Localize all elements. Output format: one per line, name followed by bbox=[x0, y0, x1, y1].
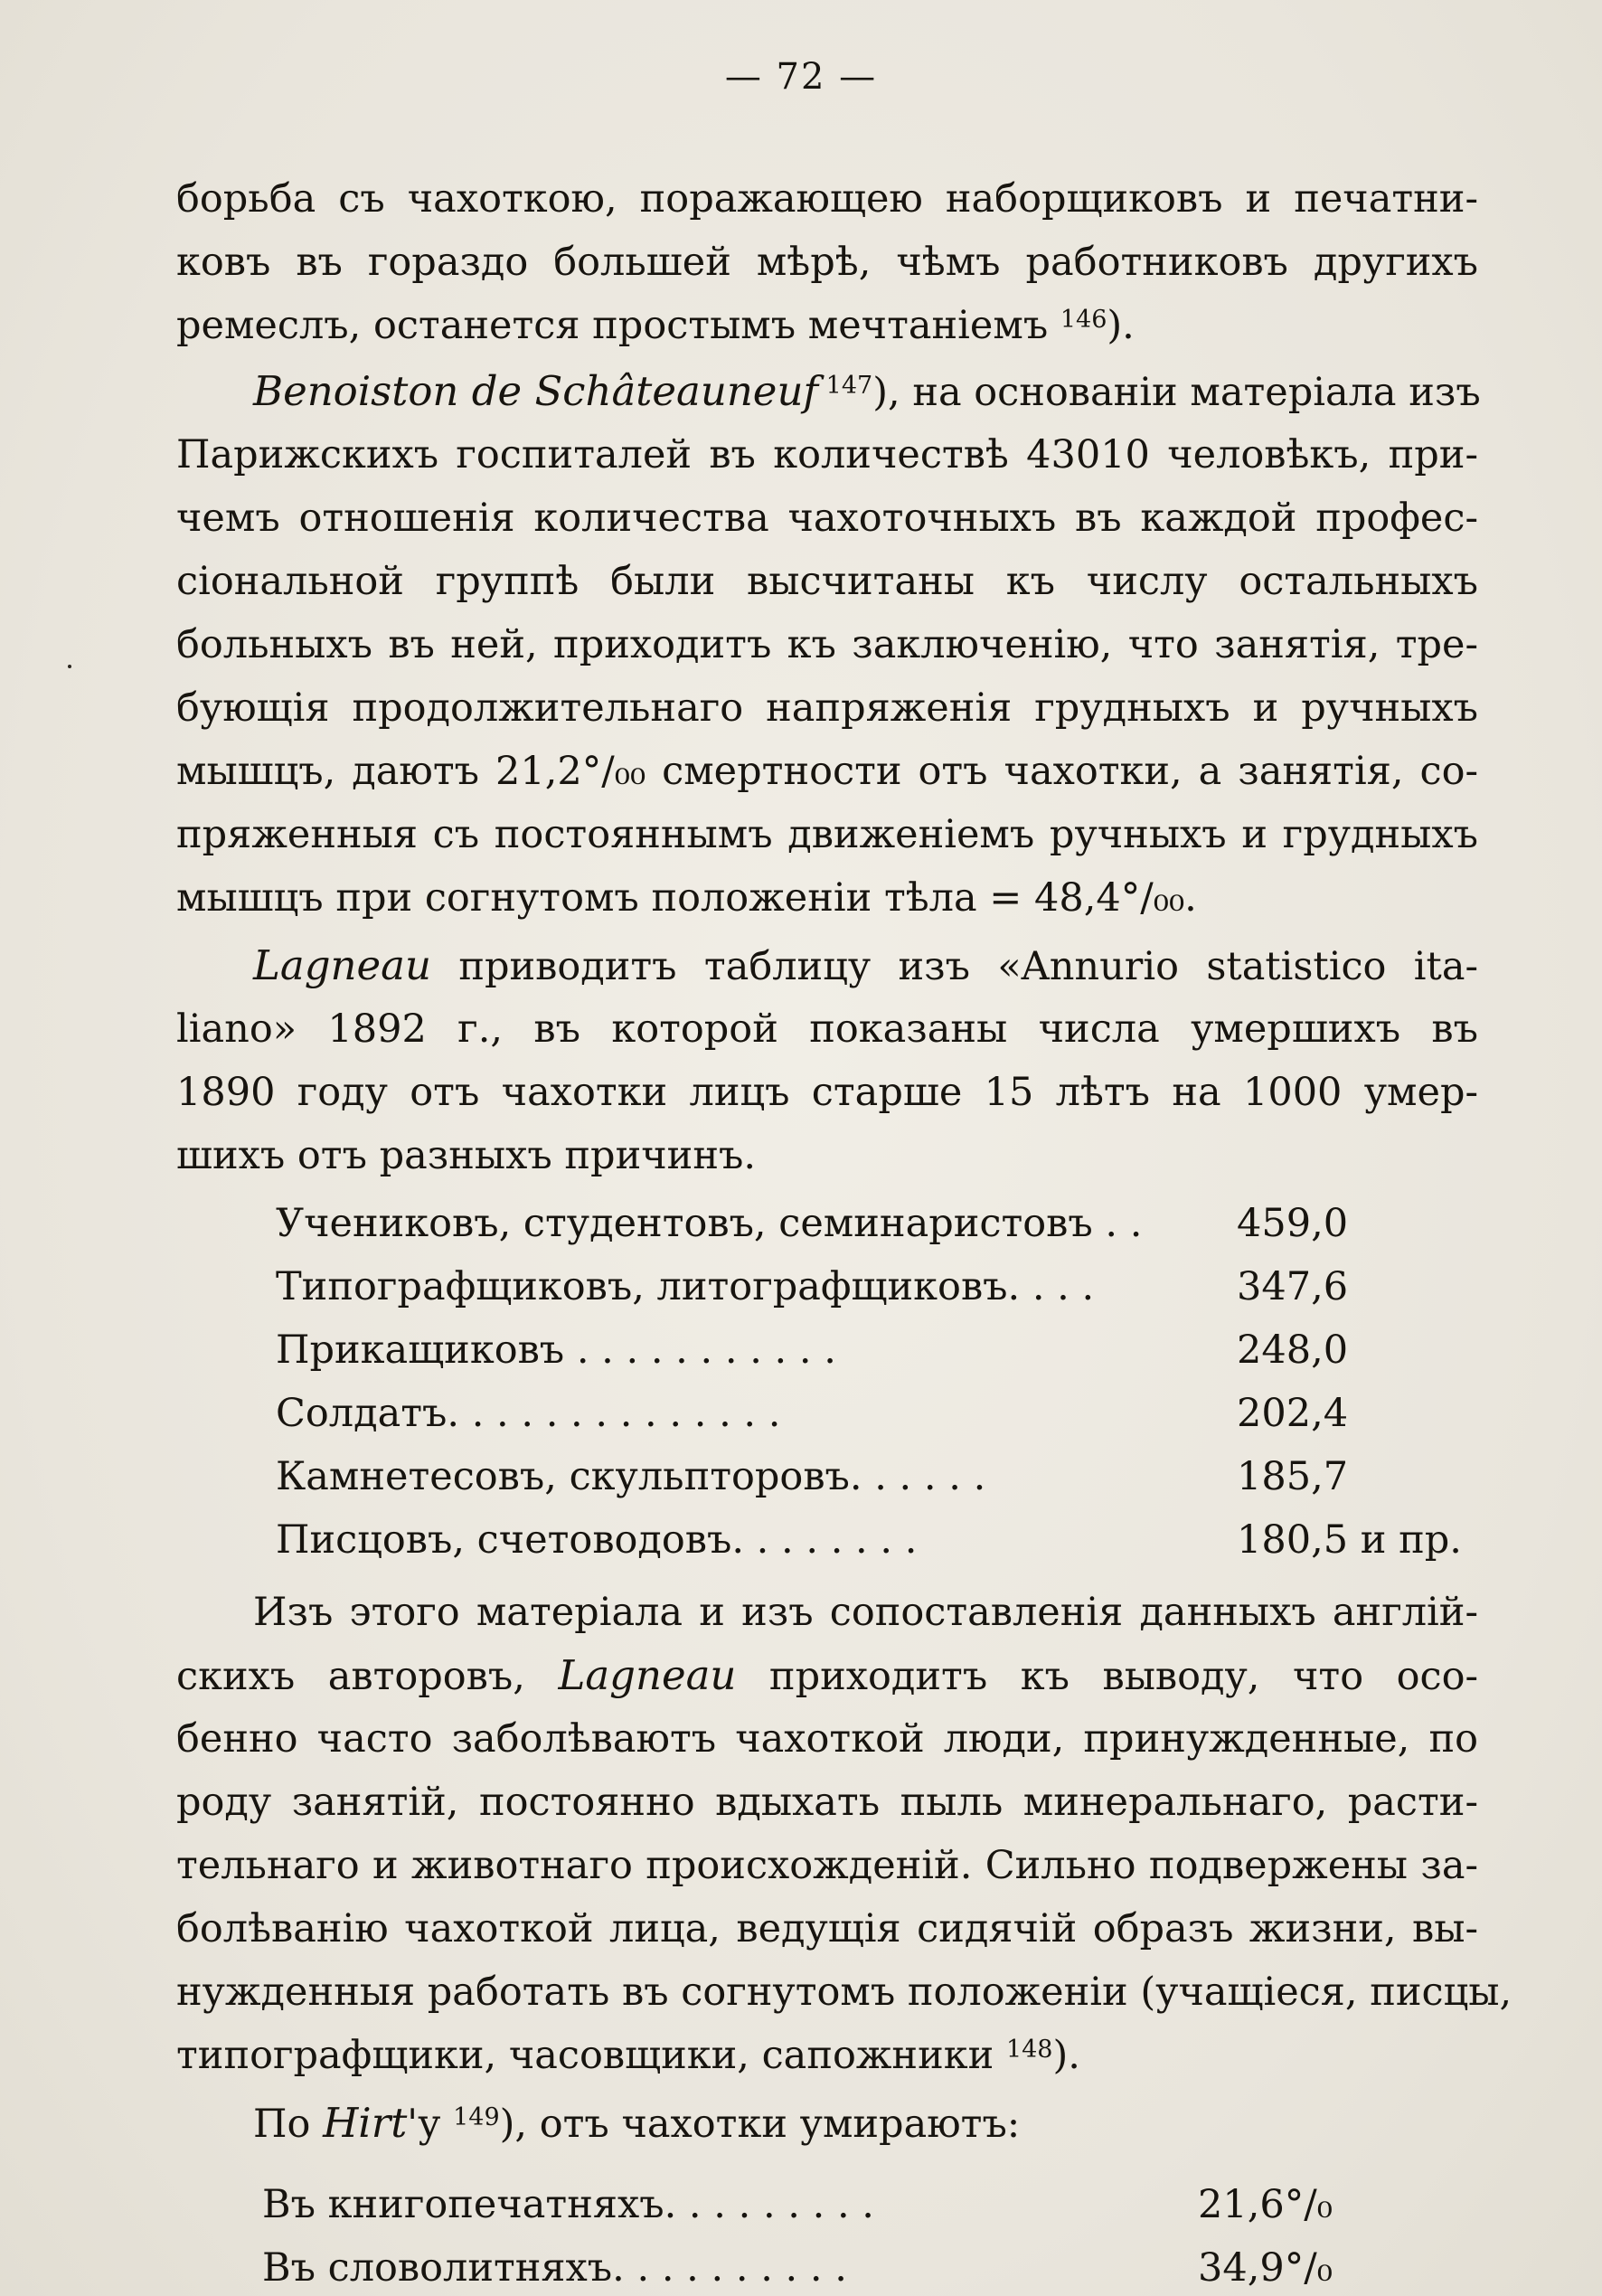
row-value: 248,0 bbox=[1237, 1328, 1349, 1373]
text-run: Изъ этого матеріала и изъ сопоставленія данныхъ англій- bbox=[253, 1590, 1478, 1635]
row-label: Камнетесовъ, скульпторовъ. . . . . . bbox=[276, 1454, 986, 1499]
row-value: 21,6°/₀ bbox=[1198, 2182, 1333, 2227]
row-value: 185,7 bbox=[1237, 1454, 1349, 1499]
text-line bbox=[253, 366, 1481, 418]
text-run: роду занятій, постоянно вдыхать пыль минеральнаго, расти- bbox=[176, 1780, 1478, 1825]
text-run: шихъ отъ разныхъ причинъ. bbox=[176, 1133, 757, 1178]
text-line bbox=[176, 1777, 1478, 1828]
row-value: 34,9°/₀ bbox=[1198, 2245, 1333, 2291]
text-line bbox=[176, 873, 1478, 923]
page-number: — 72 — bbox=[724, 56, 878, 98]
text-run: больныхъ въ ней, приходитъ къ заключенію, что занятія, тре- bbox=[176, 622, 1478, 667]
text-run: скихъ авторовъ, bbox=[176, 1654, 559, 1699]
text-line bbox=[176, 1650, 1478, 1702]
text-line bbox=[176, 493, 1478, 543]
text-line bbox=[176, 1004, 1478, 1054]
text-run: ремеслъ, останется простымъ мечтаніемъ bbox=[176, 303, 1060, 348]
text-line bbox=[253, 2098, 1478, 2150]
row-label: Въ книгопечатняхъ. . . . . . . . . bbox=[262, 2182, 874, 2227]
author-name: Lagneau bbox=[558, 1651, 737, 1699]
footnote-ref: 148 bbox=[1005, 2036, 1053, 2064]
text-run: бенно часто заболѣваютъ чахоткой люди, принужденные, по bbox=[176, 1716, 1478, 1762]
text-run: 1890 году отъ чахотки лицъ старше 15 лѣтъ на 1000 умер- bbox=[176, 1070, 1478, 1115]
text-line bbox=[176, 1067, 1478, 1118]
stray-mark bbox=[68, 665, 71, 668]
text-run: Парижскихъ госпиталей въ количествѣ 43010 человѣкъ, при- bbox=[176, 432, 1478, 477]
text-run: чемъ отношенія количества чахоточныхъ въ каждой профес- bbox=[176, 496, 1478, 541]
text-line bbox=[176, 1967, 1512, 2017]
text-line bbox=[176, 619, 1478, 670]
text-line bbox=[176, 174, 1478, 224]
footnote-ref: 147 bbox=[818, 372, 873, 400]
text-run: приходитъ къ выводу, что осо- bbox=[736, 1654, 1479, 1699]
row-label: Солдатъ. . . . . . . . . . . . . . bbox=[276, 1391, 781, 1436]
text-line bbox=[253, 940, 1478, 992]
text-run: мышцъ при согнутомъ положеніи тѣла = 48,4°/₀₀. bbox=[176, 875, 1197, 921]
text-line bbox=[176, 1130, 1478, 1181]
text-run: тельнаго и животнаго происхожденій. Сильно подвержены за- bbox=[176, 1843, 1478, 1888]
author-name: Lagneau bbox=[253, 941, 431, 989]
text-run: бующія продолжительнаго напряженія грудныхъ и ручныхъ bbox=[176, 685, 1478, 731]
author-name: Benoiston de Schâteauneuf bbox=[253, 367, 819, 415]
text-run: 'у bbox=[407, 2102, 454, 2147]
text-run: пряженныя съ постояннымъ движеніемъ ручныхъ и грудныхъ bbox=[176, 812, 1478, 857]
text-line bbox=[176, 430, 1478, 480]
text-run: мышцъ, даютъ 21,2°/₀₀ смертности отъ чахотки, а занятія, со- bbox=[176, 749, 1478, 794]
text-run: болѣванію чахоткой лица, ведущія сидячій образъ жизни, вы- bbox=[176, 1906, 1478, 1951]
text-line bbox=[176, 556, 1478, 607]
text-line bbox=[176, 300, 1478, 351]
footnote-ref: 146 bbox=[1060, 306, 1107, 334]
row-value: 347,6 bbox=[1237, 1264, 1349, 1309]
text-run: типографщики, часовщики, сапожники bbox=[176, 2033, 1006, 2078]
text-run: ). bbox=[1107, 303, 1135, 348]
text-run: ковъ въ гораздо большей мѣрѣ, чѣмъ работниковъ другихъ bbox=[176, 240, 1478, 285]
text-line bbox=[176, 809, 1478, 860]
text-run: ), отъ чахотки умираютъ: bbox=[499, 2102, 1021, 2147]
text-line bbox=[176, 1714, 1478, 1764]
text-run: По bbox=[253, 2102, 324, 2147]
row-label: Типографщиковъ, литографщиковъ. . . . bbox=[276, 1264, 1095, 1309]
row-label: Учениковъ, студентовъ, семинаристовъ . . bbox=[276, 1201, 1143, 1246]
text-run: сіональной группѣ были высчитаны къ числу остальныхъ bbox=[176, 559, 1478, 604]
text-line bbox=[176, 2030, 1478, 2081]
author-name: Hirt bbox=[323, 2099, 408, 2147]
text-run: приводитъ таблицу изъ «Annurio statistico ita- bbox=[430, 944, 1478, 989]
row-label: Въ словолитняхъ. . . . . . . . . . bbox=[262, 2245, 847, 2291]
text-line bbox=[176, 746, 1478, 797]
footnote-ref: 149 bbox=[453, 2103, 500, 2131]
row-label: Прикащиковъ . . . . . . . . . . . bbox=[276, 1328, 836, 1373]
text-line bbox=[176, 237, 1478, 288]
row-value: 459,0 bbox=[1237, 1201, 1349, 1246]
row-value: 180,5 и пр. bbox=[1237, 1517, 1462, 1563]
row-label: Писцовъ, счетоводовъ. . . . . . . . bbox=[276, 1517, 918, 1563]
text-run: ). bbox=[1052, 2033, 1080, 2078]
text-run: liano» 1892 г., въ которой показаны числа умершихъ въ bbox=[176, 1006, 1478, 1052]
text-line bbox=[176, 1840, 1478, 1891]
text-line bbox=[253, 1587, 1478, 1638]
row-value: 202,4 bbox=[1237, 1391, 1349, 1436]
text-run: ), на основаніи матеріала изъ bbox=[872, 370, 1481, 415]
text-run: борьба съ чахоткою, поражающею наборщиковъ и печатни- bbox=[176, 176, 1478, 222]
text-line bbox=[176, 1904, 1478, 1954]
text-run: нужденныя работать въ согнутомъ положеніи (учащіеся, писцы, bbox=[176, 1970, 1512, 2015]
text-line bbox=[176, 683, 1478, 733]
